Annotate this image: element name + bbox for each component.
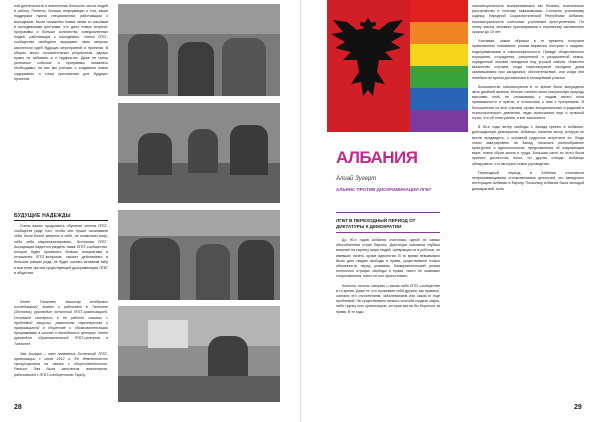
bio-talalaev: Хелен Талалаев, магистр гендерных исследований, живет и работает в Таллинне (Эстония), руководит эстонской ЛГБТ-организацией. Основные интересы в ее работе связаны с проблемой защиты, развитием партнерства и правозащитой в обществе и образовательными программами в школах о молодежных центрах. Хелен руководит образовательной ЛГБТ-центром в Таллинне. <box>14 300 108 346</box>
section-heading: БУДУЩИЕ НАДЕЖДЫ <box>14 213 71 219</box>
eagle-icon <box>327 0 410 132</box>
photo-seminar <box>118 210 280 300</box>
right-column-b <box>472 4 584 192</box>
title-rule-bottom <box>336 232 440 233</box>
col-b-paragraph-5: Переходный период в Албании отличается непрерывающимися столкновениями ценностей, что замедлило интеграцию Албании в Европу. Поскольку Албания была молодой демократией, сила <box>472 170 584 191</box>
photo-workshop-group <box>118 4 280 96</box>
photo-meeting <box>118 103 280 203</box>
article-author: Алиай Зугерт <box>336 176 377 182</box>
col-b-paragraph-1: гомосексуальность воспринималась как болезнь, психическое расстройство и поэтому наказывалась. Согласно уголовному кодексу Народной Социалистической Республики Албания, гомосексуальность считалась уголовным преступлением. По этому закону человека приговаривали к тюремному заключению сроком до 10 лет. <box>472 4 584 35</box>
intro-paragraph: ной деятельности и вовлечения большого числа людей в работу. Понятно, больше информации о том, какая поддержка нужна специалистам, работающим с молодежью. Были налажены новые связи со школами и молодежными центрами, что дало новые встречи, программы и больше количество осведомленных людей, работающих с молодёжью. Члены ЛГБТ-сообщества свободнее выражают свои запросы касательно идей будущих мероприятий и проектов. В общем, много положительных результатов, однако нужно не забывать и о трудностях. Даже не очень успешные события и программы оказались необходимы: на них мы учились и создавали новое содержание и точки приложения для будущих проектов. <box>14 4 108 81</box>
article-title: ЛГБТ В ПЕРЕХОДНЫЙ ПЕРИОД ОТ ДИКТАТУРЫ К ДЕМОКРАТИИ <box>336 218 416 230</box>
col-a-paragraph-2: Конечно, нельзя говорить о каком-либо ЛГБТ-сообществе в то время. Даже те, кто осознавал себя другим, как правило, считали это отклонением, заболеванием или какой-то ещё проблемой. Не существовало низкого способа создать какую-либо группу или организацию, которая могла бы бороться за права. В те годы <box>336 283 440 314</box>
left-column-hopes <box>14 224 108 276</box>
organization-subtitle: АЛЬЯНС ПРОТИВ ДИСКРИМИНАЦИИ ЛГБТ <box>336 187 432 192</box>
heading-rule <box>14 220 108 221</box>
col-b-paragraph-2: Учитывая, каким образом в те времена получали нравственное понимание, режим вырвался поступил с людьми, подозреваемыми в гомосексуальности. Прежде общественного порицания, отчуждения, разоренной и разрушенной семьи, осужденный человек находился под угрозой смерти. Известно множество случаев, когда гомосексуалов находили дома сконившимися при загадочных обстоятельствах, или когда они погибали во время доставления в полицейский участок. <box>472 39 584 80</box>
photo-presentation <box>118 306 280 402</box>
col-b-paragraph-3: Большинство гомосексуалов в то время были вынуждены жить двойной жизнью. Многие считали свою сексуальную природу мыслями злой, не отказываясь к людям своего пола привязанности и чувств, и относились к ним с презрением. В большинстве из этих случаев, кроме эмоциональных страданий и психологического давления, люди испытывали еще и сильный страх, что об этом узнают, и все закончится. <box>472 84 584 121</box>
hopes-paragraph: Очень важно продолжать обучение членов ЛГБТ-сообществ ради того, чтобы они лучше осознавали себя, были более уверены в себе, не позволяли кому-либо себя маргинализировать. Эстонская ЛГБТ-Ассоциация надеется увидеть также ЛГБТ-сообщество, которое будет проявлять больше инициативы в отношении ЛГБТ-вопросов, сможет действовать в бóльших рамках ряда, не будет считать активизм табу и выступит против существующей дискриминации ЛГБТ в обществе. <box>14 224 108 275</box>
page-number-right: 29 <box>574 404 582 411</box>
right-column-a <box>336 238 440 315</box>
country-title: АЛБАНИЯ <box>336 148 418 167</box>
title-rule-top <box>336 212 440 213</box>
albania-flag-image <box>327 0 410 132</box>
left-column-1 <box>14 4 108 82</box>
bio-anshara: Эва Аншара – член правления Эстонской ЛГБТ-организации с июня 2012 г. Ее деятельность сфокусирована на связях с общественностью. Раньше Эва была активным волонтером, работавшей с ЛГБТ-сообществом Тарту. <box>14 351 108 377</box>
page-number-left: 28 <box>14 404 22 411</box>
bio-block <box>14 300 108 378</box>
rainbow-flag-image <box>410 0 468 132</box>
col-a-paragraph-1: До 90-х годов Албания считалась одной из самых обособленных стран Европы. Диктатура повлияла глубоко влияние на картину мира людей, превращая их в роботов, не имевших ничего, кроме идеологии. В то время невозможно было дать людям свободы и права, существовали только обязанности перед режимом. Коммунистический режим полностью отрицал свободы и права, никто не оказывал сопротивления, никто не мог протестовать. <box>336 238 440 279</box>
col-b-paragraph-4: В 90-е годы ветер свободы с Запада принес в Албанию, долгожданную демократию. Албанцы, начиная эпоху, которую не могли предвидеть, с огромной радостью встретили ее. Люди стали эмигрировать на Запад, начались разнообразные культурные и идеологические, представления об окружающем мире, новое образ жизни и труда. Большая часть из этого была принята достаточно легко, но другая отнюдь. Албанцы обнаружили, что им нужно новое руководство. <box>472 125 584 166</box>
